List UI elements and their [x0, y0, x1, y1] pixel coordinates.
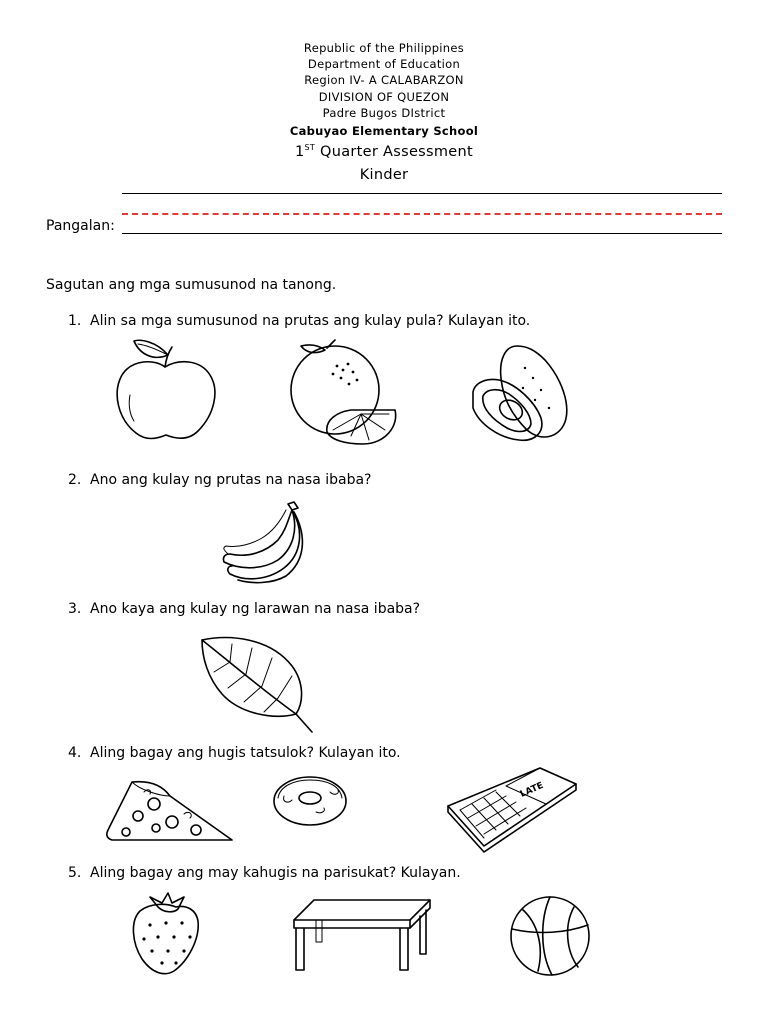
grade-level: Kinder	[359, 167, 409, 183]
donut-icon[interactable]	[270, 774, 350, 828]
name-write-line[interactable]	[122, 233, 722, 234]
assessment-ordinal: ST	[304, 143, 316, 152]
question-5	[68, 865, 461, 881]
question-4	[68, 745, 401, 761]
question-3	[68, 601, 420, 617]
question-number: 2.	[68, 472, 82, 488]
handwriting-guide-dashed-line	[122, 213, 722, 215]
header-republic: Republic of the Philippines	[303, 41, 465, 55]
header-department: Department of Education	[307, 57, 461, 71]
question-text: Ano kaya ang kulay ng larawan na nasa ibaba?	[90, 601, 421, 617]
basketball-icon[interactable]	[508, 895, 592, 977]
header-district: Padre Bugos DIstrict	[322, 106, 446, 120]
instructions: Sagutan ang mga sumusunod na tanong.	[46, 277, 337, 293]
school-name: Cabuyao Elementary School	[289, 124, 479, 138]
strawberry-icon[interactable]	[128, 893, 204, 977]
question-text: Aling bagay ang may kahugis na parisukat? Kulayan.	[90, 865, 461, 881]
chocolate-bar-icon[interactable]	[446, 762, 578, 852]
question-1	[68, 313, 530, 329]
pizza-slice-icon[interactable]	[104, 778, 236, 844]
question-2	[68, 472, 371, 488]
assessment-title	[0, 143, 768, 160]
table-icon[interactable]	[292, 898, 434, 972]
avocado-icon[interactable]	[465, 338, 575, 448]
question-number: 3.	[68, 601, 82, 617]
question-number: 4.	[68, 745, 82, 761]
question-text: Ano ang kulay ng prutas na nasa ibaba?	[90, 472, 372, 488]
header-region: Region IV- A CALABARZON	[304, 73, 464, 87]
apple-icon[interactable]	[110, 335, 225, 445]
question-number: 1.	[68, 313, 82, 329]
banana-icon[interactable]	[218, 498, 310, 583]
orange-icon[interactable]	[285, 340, 403, 450]
name-label: Pangalan:	[46, 218, 115, 234]
question-number: 5.	[68, 865, 82, 881]
question-text: Aling bagay ang hugis tatsulok? Kulayan ito.	[90, 745, 401, 761]
top-rule	[122, 193, 722, 194]
leaf-icon[interactable]	[200, 632, 320, 737]
header-division: DIVISION OF QUEZON	[318, 90, 450, 104]
chocolate-wrapper-label: LATE	[518, 780, 546, 800]
question-text: Alin sa mga sumusunod na prutas ang kulay pula? Kulayan ito.	[90, 313, 531, 329]
assessment-label: Quarter Assessment	[315, 144, 474, 160]
assessment-number: 1	[294, 144, 305, 160]
